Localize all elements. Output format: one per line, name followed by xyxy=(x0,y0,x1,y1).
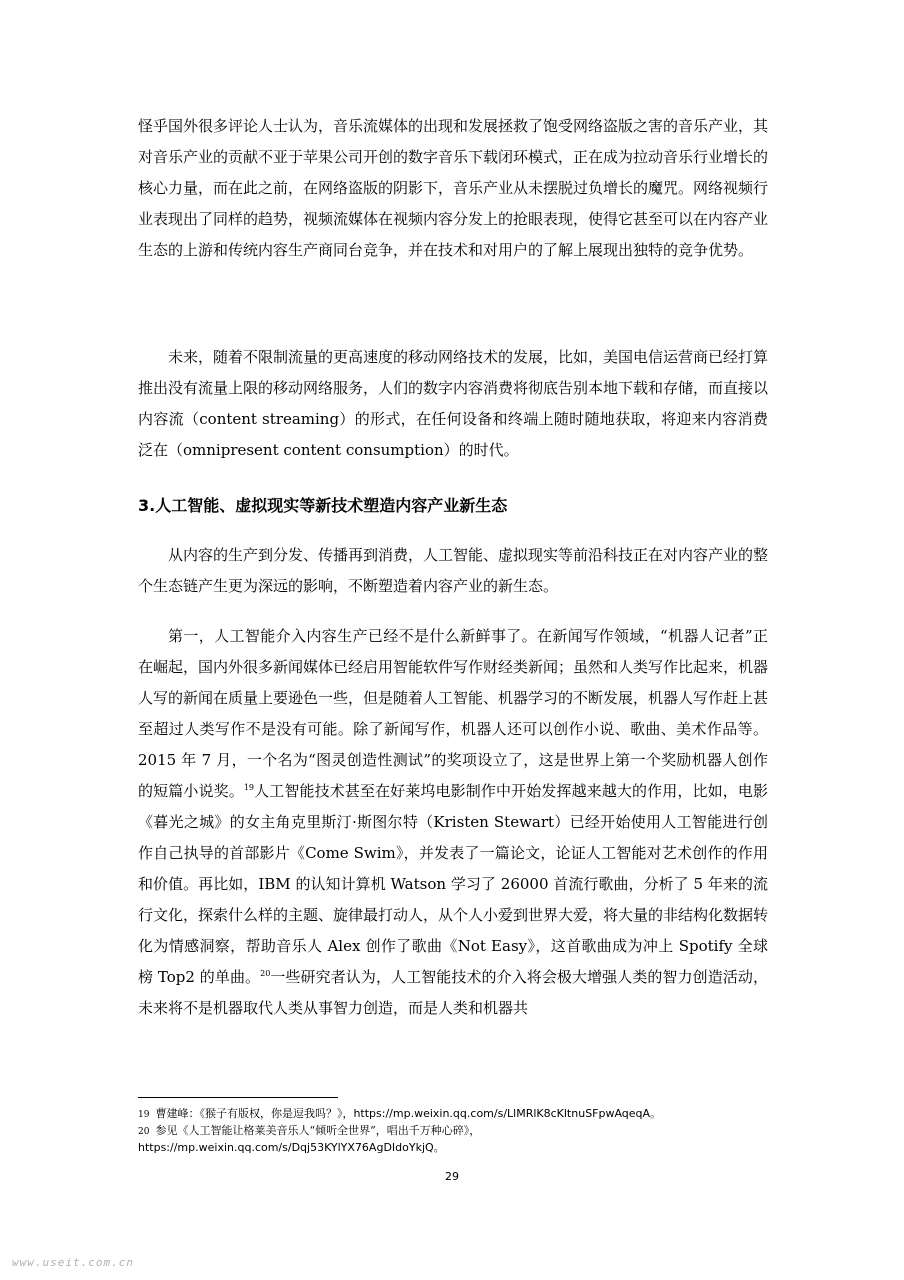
footnote-ref-19[interactable]: 19 xyxy=(243,783,255,792)
paragraph-music-streaming: 怪乎国外很多评论人士认为，音乐流媒体的出现和发展拯救了饱受网络盗版之害的音乐产业，其对音乐产业的贡献不亚于苹果公司开创的数字音乐下载闭环模式，正在成为拉动音乐行业增长的核心力量，而在此之前，在网络盗版的阴影下，音乐产业从未摆脱过负增长的魔咒。网络视频行业表现出了同样的趋势，视频流媒体在视频内容分发上的抢眼表现，使得它甚至可以在内容产业生态的上游和传统内容生产商同台竞争，并在技术和对用户的了解上展现出独特的竞争优势。 xyxy=(138,117,769,259)
paragraph-text-part: 第一，人工智能介入内容生产已经不是什么新鲜事了。在新闻写作领域，“机器人记者”正在崛起，国内外很多新闻媒体已经启用智能软件写作财经类新闻；虽然和人类写作比起来，机器人写的新闻在质量上要逊色一些，但是随着人工智能、机器学习的不断发展，机器人写作赶上甚至超过人类写作不是没有可能。除了新闻写作，机器人还可以创作小说、歌曲、美术作品等。2015 年 7 月，一个名为“图灵创造性测试”的奖项设立了，这是世界上第一个奖励机器人创作的短篇小说奖。 xyxy=(138,627,769,800)
paragraph-ecosystem-intro: 从内容的生产到分发、传播再到消费，人工智能、虚拟现实等前沿科技正在对内容产业的整个生态链产生更为深远的影响，不断塑造着内容产业的新生态。 xyxy=(138,546,769,595)
footnote-number: 20 xyxy=(138,1127,150,1137)
footnotes xyxy=(138,1106,778,1156)
footnote-20 xyxy=(138,1123,778,1140)
footnote-19 xyxy=(138,1106,778,1123)
paragraph-text-part: 一些研究者认为，人工智能技术的介入将会极大增强人类的智力创造活动，未来将不是机器取代人类从事智力创造，而是人类和机器共 xyxy=(138,968,768,1017)
footnote-end: 。 xyxy=(433,1141,445,1154)
paragraph-text-part: 人工智能技术甚至在好莱坞电影制作中开始发挥越来越大的作用，比如，电影《暮光之城》的女主角克里斯汀·斯图尔特（Kristen Stewart）已经开始使用人工智能进行创作自己执导的首部影片《Come Swim》，并发表了一篇论文，论证人工智能对艺术创作的作用和价值。再比如，IBM 的认知计算机 Watson 学习了 26000 首流行歌曲，分析了 5 年来的流行文化，探索什么样的主题、旋律最打动人，从个人小爱到世界大爱，将大量的非结构化数据转化为情感洞察，帮助音乐人 Alex 创作了歌曲《Not Easy》，这首歌曲成为冲上 Spotify 全球榜 Top2 的单曲。 xyxy=(138,782,769,986)
section-heading: 3.人工智能、虚拟现实等新技术塑造内容产业新生态 xyxy=(138,496,508,515)
footnote-end: 。 xyxy=(650,1107,662,1120)
footnote-number: 19 xyxy=(138,1110,150,1120)
paragraph-future-streaming: 未来，随着不限制流量的更高速度的移动网络技术的发展，比如，美国电信运营商已经打算推出没有流量上限的移动网络服务，人们的数字内容消费将彻底告别本地下载和存储，而直接以内容流（content streaming）的形式，在任何设备和终端上随时随地获取，将迎来内容消费泛在（omnipresent content consumption）的时代。 xyxy=(138,348,769,459)
page-number: 29 xyxy=(445,1170,459,1183)
footnote-link[interactable]: https://mp.weixin.qq.com/s/Dqj53KYlYX76AgDIdoYkjQ xyxy=(138,1141,434,1154)
footnote-text: 曹建峰：《猴子有版权，你是逗我吗？》， xyxy=(155,1107,354,1120)
paragraph-ai-content-creation xyxy=(138,621,768,1024)
footnote-link[interactable]: https://mp.weixin.qq.com/s/LlMRlK8cKltnuSFpwAqeqA xyxy=(353,1107,651,1120)
footnote-text: 参见《人工智能让格莱美音乐人“倾听全世界”，唱出千万种心碎》， xyxy=(155,1124,481,1137)
footnote-divider xyxy=(138,1097,338,1098)
footnote-ref-20[interactable]: 20 xyxy=(260,969,271,978)
footnote-20-continued xyxy=(138,1140,778,1156)
watermark: www.useit.com.cn xyxy=(12,1256,134,1269)
